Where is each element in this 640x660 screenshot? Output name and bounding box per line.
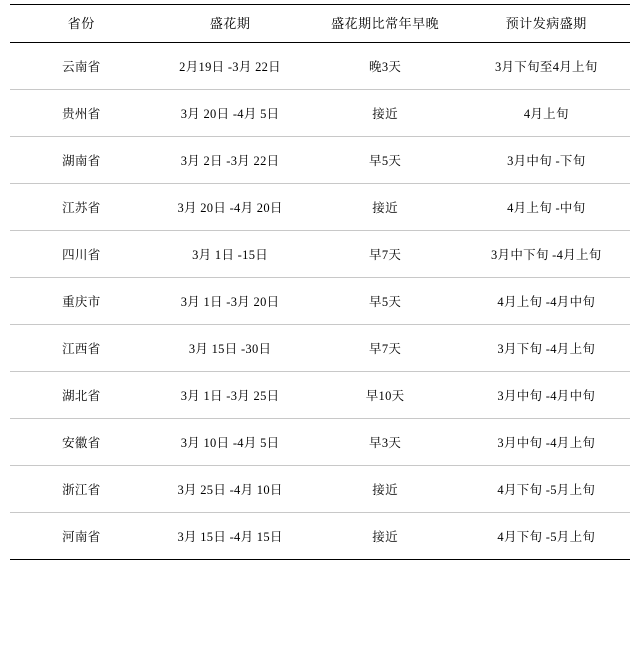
document-sheet bbox=[0, 4, 640, 660]
table-row bbox=[10, 278, 630, 325]
cell-bloom-period: 3月 15日 -4月 15日 bbox=[153, 513, 308, 560]
cell-province: 重庆市 bbox=[10, 278, 153, 325]
table-body bbox=[10, 43, 630, 560]
cell-forecast-period: 3月中旬 -4月中旬 bbox=[463, 372, 630, 419]
cell-bloom-comparison: 早7天 bbox=[308, 325, 463, 372]
table-row bbox=[10, 137, 630, 184]
cell-province: 江苏省 bbox=[10, 184, 153, 231]
cell-forecast-period: 3月下旬 -4月上旬 bbox=[463, 325, 630, 372]
table-row bbox=[10, 466, 630, 513]
cell-bloom-comparison: 接近 bbox=[308, 184, 463, 231]
cell-forecast-period: 4月上旬 -中旬 bbox=[463, 184, 630, 231]
cell-province: 贵州省 bbox=[10, 90, 153, 137]
cell-bloom-comparison: 接近 bbox=[308, 513, 463, 560]
cell-bloom-period: 3月 1日 -3月 25日 bbox=[153, 372, 308, 419]
cell-bloom-comparison: 早5天 bbox=[308, 278, 463, 325]
cell-forecast-period: 3月下旬至4月上旬 bbox=[463, 43, 630, 90]
cell-bloom-comparison: 早10天 bbox=[308, 372, 463, 419]
cell-bloom-comparison: 晚3天 bbox=[308, 43, 463, 90]
cell-bloom-period: 3月 20日 -4月 5日 bbox=[153, 90, 308, 137]
cell-bloom-period: 3月 15日 -30日 bbox=[153, 325, 308, 372]
cell-bloom-comparison: 早7天 bbox=[308, 231, 463, 278]
cell-bloom-period: 3月 1日 -15日 bbox=[153, 231, 308, 278]
table-row bbox=[10, 372, 630, 419]
cell-forecast-period: 3月中下旬 -4月上旬 bbox=[463, 231, 630, 278]
cell-province: 湖南省 bbox=[10, 137, 153, 184]
cell-bloom-comparison: 早5天 bbox=[308, 137, 463, 184]
cell-bloom-period: 3月 2日 -3月 22日 bbox=[153, 137, 308, 184]
cell-bloom-comparison: 接近 bbox=[308, 90, 463, 137]
cell-bloom-comparison: 早3天 bbox=[308, 419, 463, 466]
column-header-bloom-period: 盛花期 bbox=[153, 5, 308, 43]
cell-forecast-period: 4月下旬 -5月上旬 bbox=[463, 513, 630, 560]
table-row bbox=[10, 90, 630, 137]
table-row bbox=[10, 325, 630, 372]
column-header-bloom-comparison: 盛花期比常年早晚 bbox=[308, 5, 463, 43]
cell-bloom-period: 3月 10日 -4月 5日 bbox=[153, 419, 308, 466]
column-header-province: 省份 bbox=[10, 5, 153, 43]
table-header bbox=[10, 5, 630, 43]
cell-province: 浙江省 bbox=[10, 466, 153, 513]
table-row bbox=[10, 43, 630, 90]
cell-province: 湖北省 bbox=[10, 372, 153, 419]
column-header-forecast-period: 预计发病盛期 bbox=[463, 5, 630, 43]
cell-province: 安徽省 bbox=[10, 419, 153, 466]
cell-bloom-period: 3月 25日 -4月 10日 bbox=[153, 466, 308, 513]
table-row bbox=[10, 184, 630, 231]
cell-province: 江西省 bbox=[10, 325, 153, 372]
cell-province: 四川省 bbox=[10, 231, 153, 278]
cell-bloom-period: 3月 1日 -3月 20日 bbox=[153, 278, 308, 325]
cell-bloom-period: 3月 20日 -4月 20日 bbox=[153, 184, 308, 231]
table-row bbox=[10, 419, 630, 466]
cell-bloom-period: 2月19日 -3月 22日 bbox=[153, 43, 308, 90]
cell-forecast-period: 3月中旬 -4月上旬 bbox=[463, 419, 630, 466]
cell-province: 云南省 bbox=[10, 43, 153, 90]
table-row bbox=[10, 231, 630, 278]
cell-province: 河南省 bbox=[10, 513, 153, 560]
cell-forecast-period: 3月中旬 -下旬 bbox=[463, 137, 630, 184]
cell-forecast-period: 4月下旬 -5月上旬 bbox=[463, 466, 630, 513]
cell-bloom-comparison: 接近 bbox=[308, 466, 463, 513]
cell-forecast-period: 4月上旬 -4月中旬 bbox=[463, 278, 630, 325]
cell-forecast-period: 4月上旬 bbox=[463, 90, 630, 137]
table-row bbox=[10, 513, 630, 560]
bloom-period-table bbox=[10, 4, 630, 560]
